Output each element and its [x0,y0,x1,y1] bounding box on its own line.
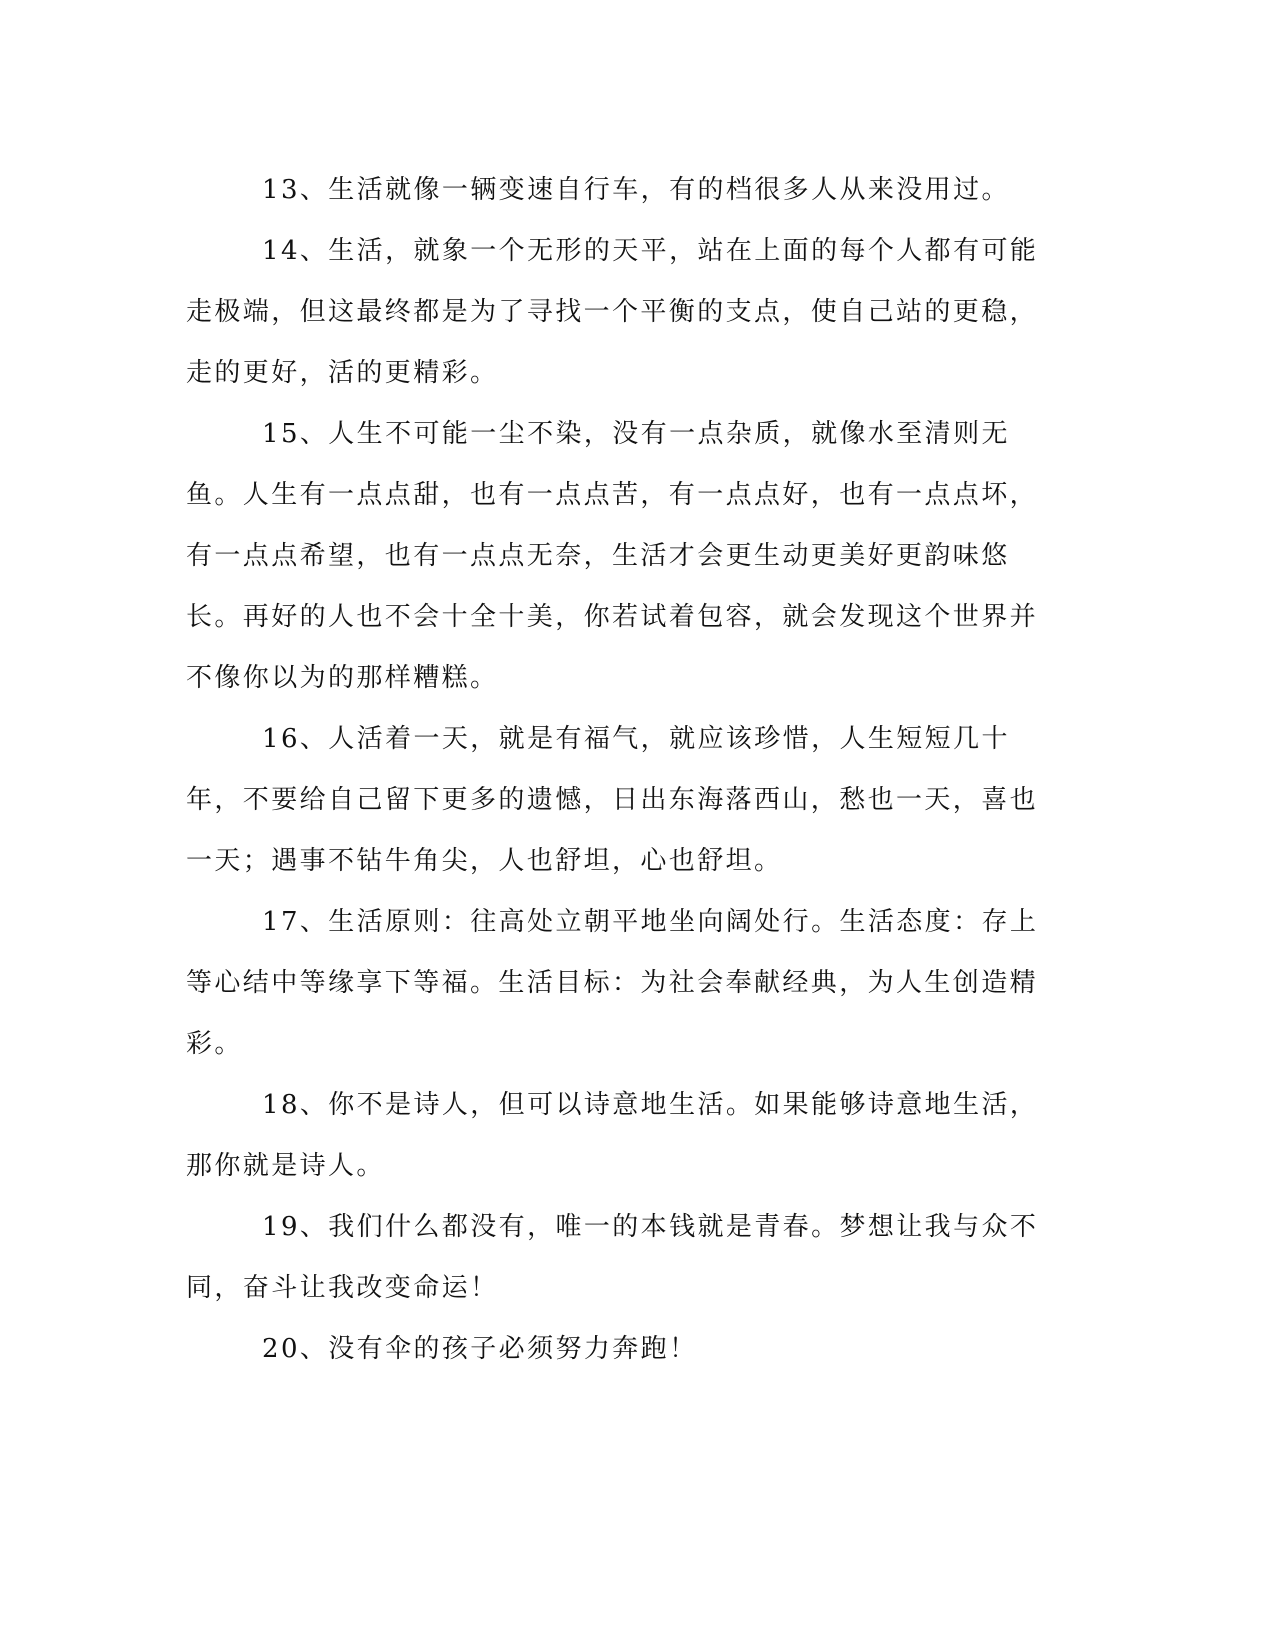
document-body [186,160,1066,1380]
paragraph-17: 17、生活原则：往高处立朝平地坐向阔处行。生活态度：存上等心结中等缘享下等福。生活目标：为社会奉献经典，为人生创造精彩。 [186,907,1039,1059]
paragraph-18: 18、你不是诗人，但可以诗意地生活。如果能够诗意地生活，那你就是诗人。 [186,1090,1039,1181]
paragraph-16: 16、人活着一天，就是有福气，就应该珍惜，人生短短几十年，不要给自己留下更多的遗憾，日出东海落西山，愁也一天，喜也一天；遇事不钻牛角尖，人也舒坦，心也舒坦。 [186,724,1039,876]
paragraph-13: 13、生活就像一辆变速自行车，有的档很多人从来没用过。 [262,175,1010,205]
paragraph-20: 20、没有伞的孩子必须努力奔跑！ [262,1334,698,1364]
paragraph-14: 14、生活，就象一个无形的天平，站在上面的每个人都有可能走极端，但这最终都是为了寻找一个平衡的支点，使自己站的更稳，走的更好，活的更精彩。 [186,236,1039,388]
paragraph-19: 19、我们什么都没有，唯一的本钱就是青春。梦想让我与众不同，奋斗让我改变命运！ [186,1212,1039,1303]
paragraph-15: 15、人生不可能一尘不染，没有一点杂质，就像水至清则无鱼。人生有一点点甜，也有一点点苦，有一点点好，也有一点点坏，有一点点希望，也有一点点无奈，生活才会更生动更美好更韵味悠长。再好的人也不会十全十美，你若试着包容，就会发现这个世界并不像你以为的那样糟糕。 [186,419,1039,693]
